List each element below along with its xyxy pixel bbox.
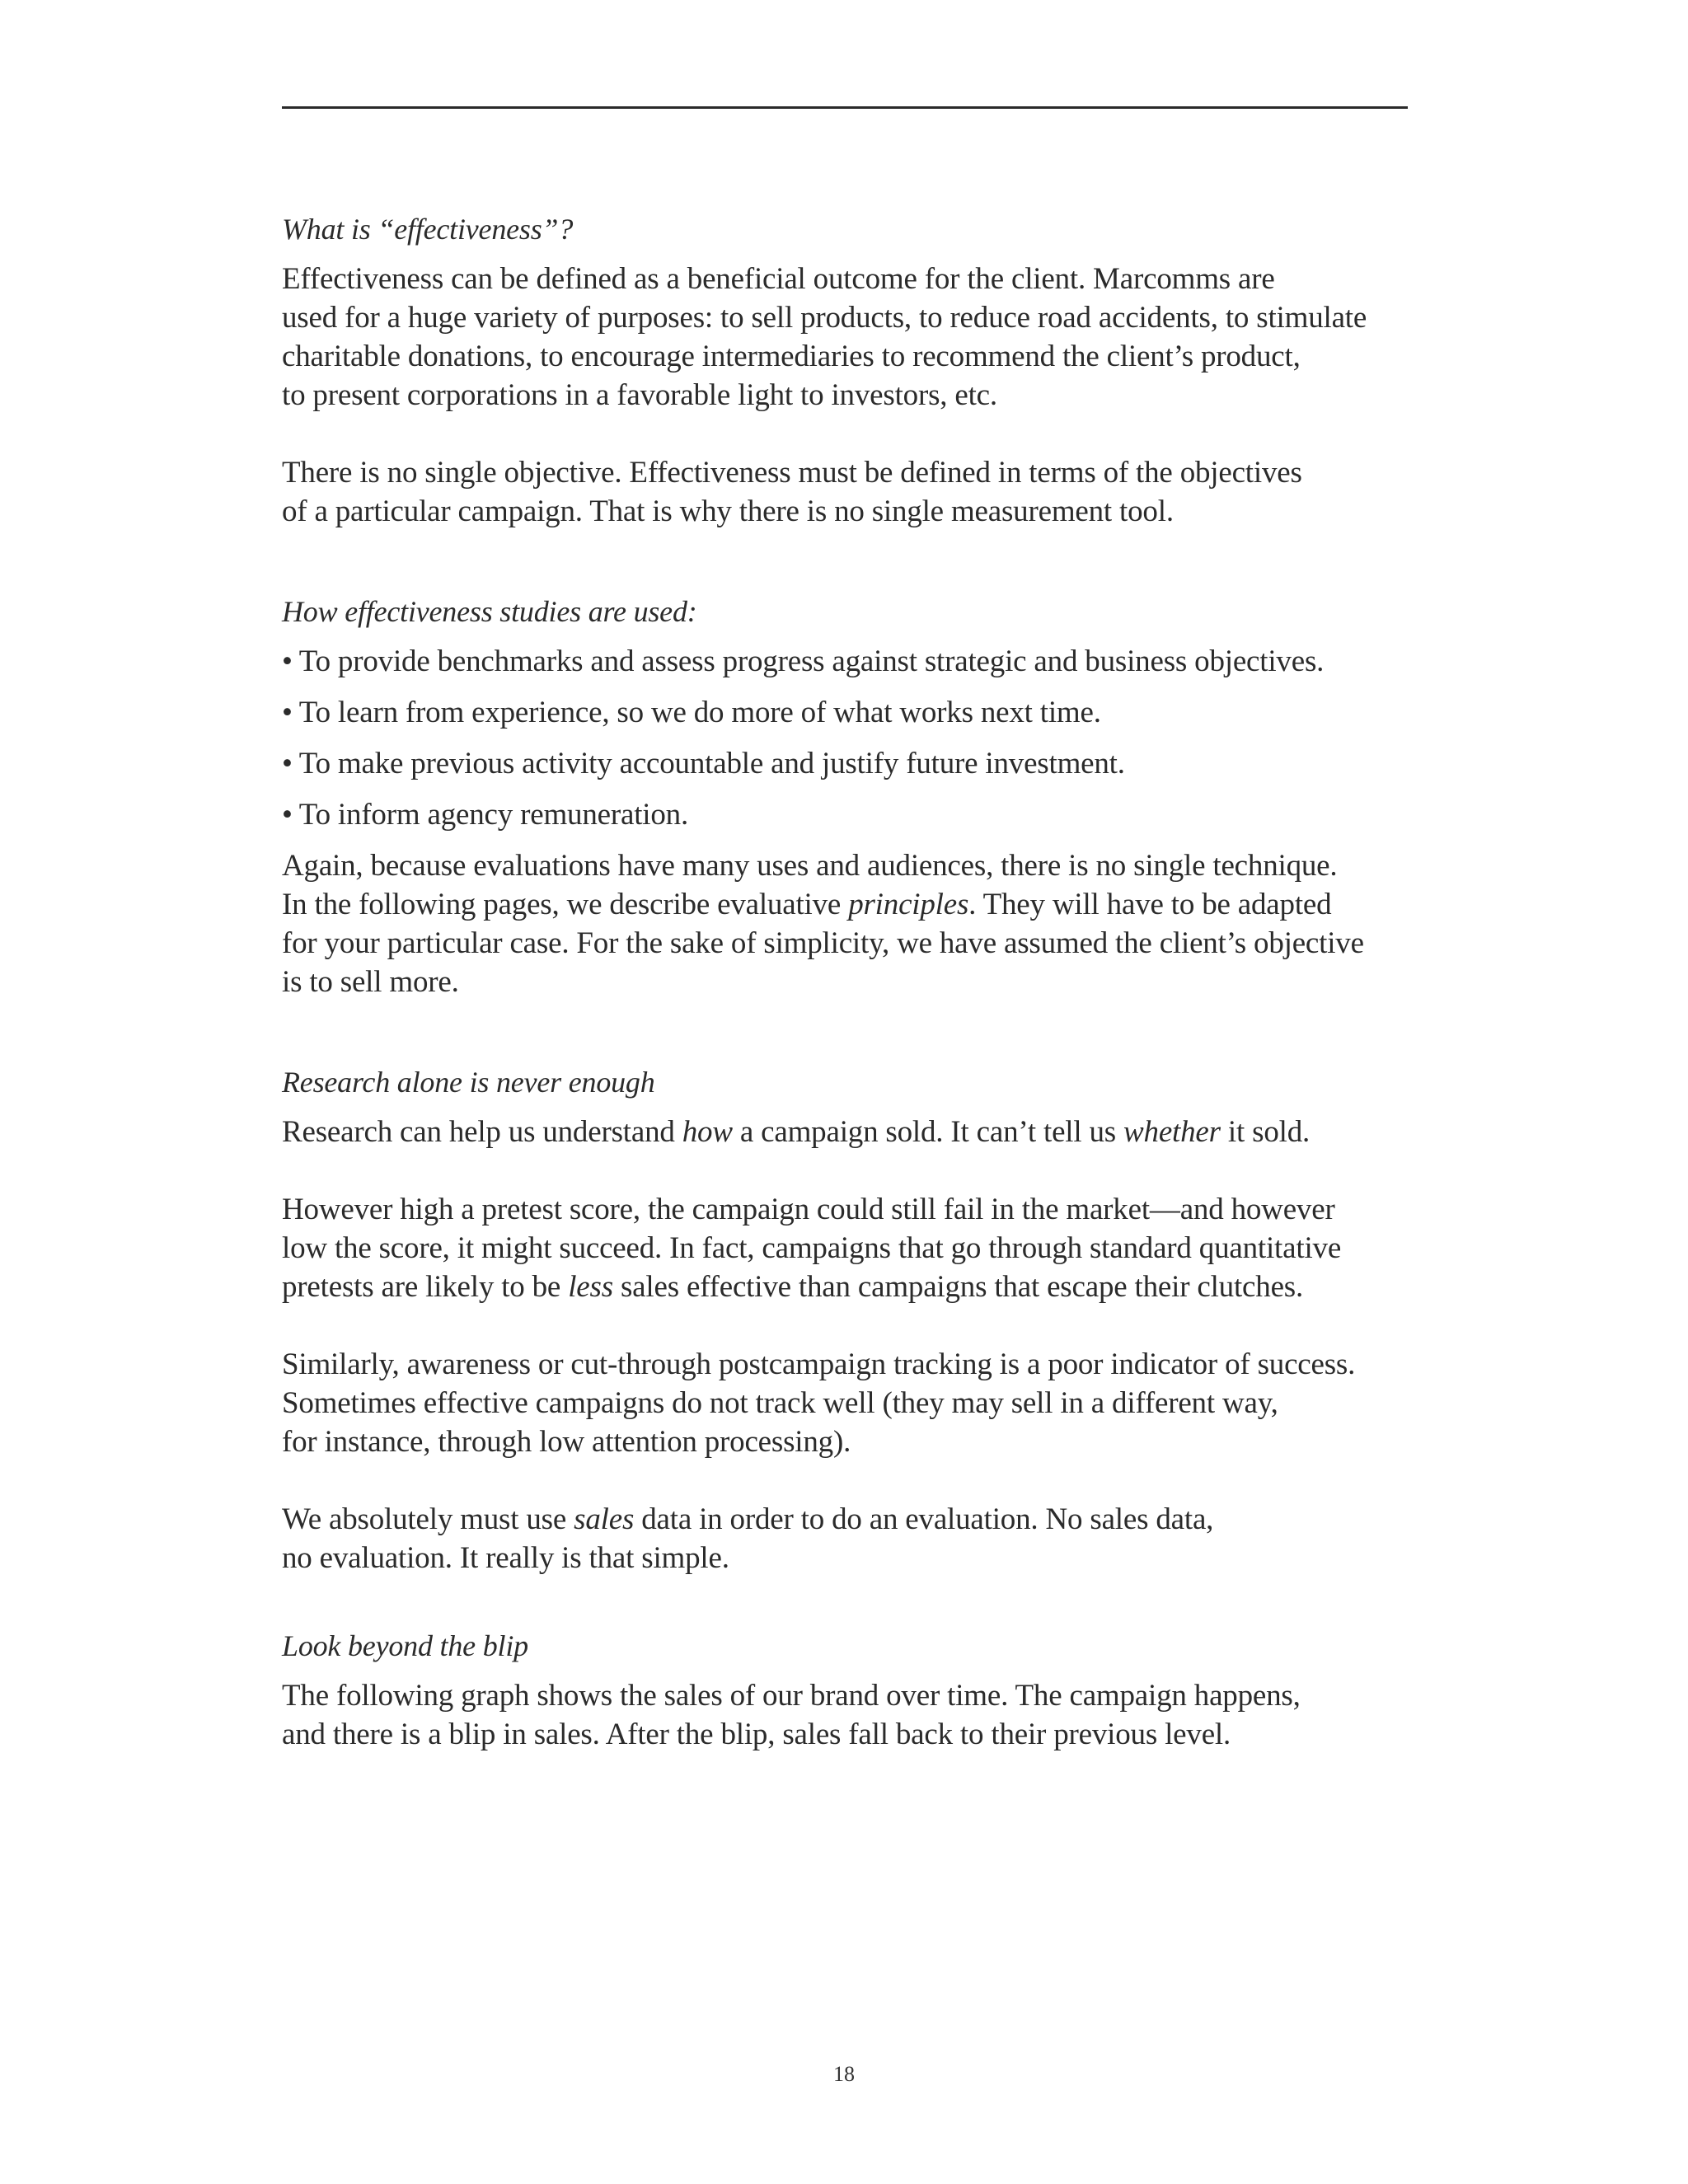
paragraph-again-because: Again, because evaluations have many uses and audiences, there is no single technique. In the following pages, we describe evaluative principles. They will have to be adapted for your particular case. For the sake of simplicity, we have assumed the client’s objective is to sell more. bbox=[282, 849, 1364, 999]
paragraph-tracking: Similarly, awareness or cut-through postcampaign tracking is a poor indicator of success. Sometimes effective campaigns do not track well (they may sell in a different way, for instance, through low attention processing). bbox=[282, 1347, 1356, 1459]
list-item: • To make previous activity accountable and justify future investment. bbox=[282, 747, 1125, 780]
paragraph-pretest-score: However high a pretest score, the campaign could still fail in the market—and however low the score, it might succeed. In fact, campaigns that go through standard quantitative pretests are likely to be less sales effective than campaigns that escape their clutches. bbox=[282, 1193, 1342, 1304]
paragraph-effectiveness-definition: Effectiveness can be defined as a beneficial outcome for the client. Marcomms are used for a huge variety of purposes: to sell products, to reduce road accidents, to stimulate charitable donations, to encourage intermediaries to recommend the client’s product, to present corporations in a favorable light to investors, etc. bbox=[282, 262, 1367, 412]
bullet-icon: • bbox=[282, 747, 293, 780]
list-item: • To inform agency remuneration. bbox=[282, 798, 689, 832]
bullet-icon: • bbox=[282, 798, 293, 832]
section-heading-research: Research alone is never enough bbox=[282, 1066, 655, 1099]
top-rule bbox=[282, 106, 1408, 109]
page-number: 18 bbox=[833, 2062, 855, 2086]
page-body bbox=[282, 210, 1436, 1754]
section-heading-uses: How effectiveness studies are used: bbox=[282, 595, 697, 628]
section-heading-blip: Look beyond the blip bbox=[282, 1629, 528, 1662]
list-item: • To provide benchmarks and assess progress against strategic and business objectives. bbox=[282, 644, 1325, 678]
section-heading-effectiveness: What is “effectiveness”? bbox=[282, 213, 574, 246]
paragraph-blip: The following graph shows the sales of our brand over time. The campaign happens, and there is a blip in sales. After the blip, sales fall back to their previous level. bbox=[282, 1679, 1301, 1751]
paragraph-no-single-objective: There is no single objective. Effectiveness must be defined in terms of the objectives of a particular campaign. That is why there is no single measurement tool. bbox=[282, 456, 1302, 528]
uses-bullet-list bbox=[282, 642, 1436, 834]
list-item: • To learn from experience, so we do more of what works next time. bbox=[282, 696, 1101, 729]
paragraph-research-understand: Research can help us understand how a campaign sold. It can’t tell us whether it sold. bbox=[282, 1115, 1311, 1149]
bullet-icon: • bbox=[282, 696, 293, 729]
paragraph-sales-data: We absolutely must use sales data in order to do an evaluation. No sales data, no evaluation. It really is that simple. bbox=[282, 1502, 1214, 1575]
bullet-icon: • bbox=[282, 644, 293, 678]
